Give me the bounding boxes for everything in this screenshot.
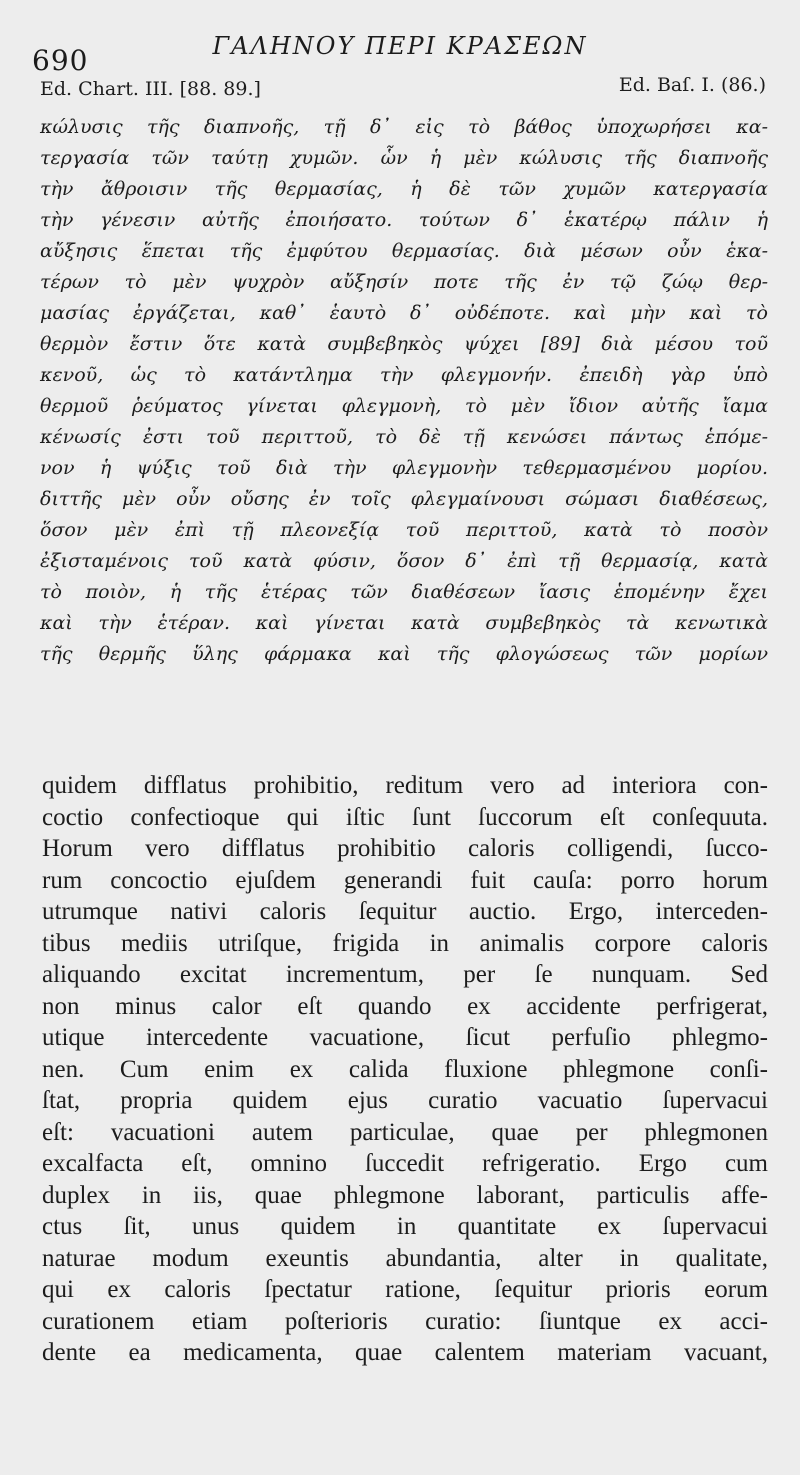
greek-text-line: νον ἡ ψύξις τοῦ διὰ τὴν φλεγμονὴν τεθερμασμένου μορίου. bbox=[40, 457, 768, 479]
latin-text-line: eſt: vacuationi autem particulae, quae per phlegmonen bbox=[42, 1118, 768, 1146]
greek-text-line: τέρων τὸ μὲν ψυχρὸν αὔξησίν ποτε τῆς ἐν τῷ ζώῳ θερ- bbox=[40, 271, 768, 293]
latin-text-line: excalfacta eſt, omnino ſuccedit refrigeratio. Ergo cum bbox=[42, 1150, 768, 1177]
edition-reference-left: Ed. Chart. III. [88. 89.] bbox=[40, 78, 261, 100]
latin-text-line: ctus ſit, unus quidem in quantitate ex ſupervacui bbox=[42, 1213, 768, 1240]
greek-text-line: αὔξησις ἕπεται τῆς ἐμφύτου θερμασίας. διὰ μέσων οὖν ἑκα- bbox=[40, 240, 768, 262]
greek-text-line: θερμὸν ἔστιν ὅτε κατὰ συμβεβηκὸς ψύχει [89] διὰ μέσου τοῦ bbox=[40, 333, 768, 355]
latin-text-line: duplex in iis, quae phlegmone laborant, particulis affe- bbox=[42, 1181, 768, 1209]
latin-text-line: aliquando excitat incrementum, per ſe nunquam. Sed bbox=[42, 961, 768, 988]
greek-text-line: τὸ ποιὸν, ἡ τῆς ἑτέρας τῶν διαθέσεων ἴασις ἑπομένην ἔχει bbox=[40, 581, 768, 603]
latin-text-line: qui ex caloris ſpectatur ratione, ſequitur prioris eorum bbox=[42, 1276, 768, 1303]
running-title: ΓΑΛΗΝΟΥ ΠΕΡΙ ΚΡΑΣΕΩΝ bbox=[212, 32, 588, 60]
latin-text-block bbox=[42, 770, 768, 1369]
latin-text-line: quidem difflatus prohibitio, reditum vero ad interiora con- bbox=[42, 772, 768, 799]
page-number: 690 bbox=[32, 44, 89, 77]
edition-reference-right: Ed. Baſ. I. (86.) bbox=[618, 74, 766, 96]
latin-text-line: coctio confectioque qui iſtic ſunt ſuccorum eſt conſequuta. bbox=[42, 803, 768, 831]
latin-text-line: Horum vero difflatus prohibitio caloris colligendi, ſucco- bbox=[42, 835, 768, 862]
greek-text-block bbox=[40, 112, 768, 670]
latin-text-line: nen. Cum enim ex calida fluxione phlegmone conſi- bbox=[42, 1055, 768, 1083]
latin-text-line: naturae modum exeuntis abundantia, alter in qualitate, bbox=[42, 1244, 768, 1272]
latin-text-line: dente ea medicamenta, quae calentem materiam vacuant, bbox=[42, 1339, 768, 1366]
latin-text-line: non minus calor eſt quando ex accidente perfrigerat, bbox=[42, 992, 768, 1020]
latin-text-line: utrumque nativi caloris ſequitur auctio. Ergo, interceden- bbox=[42, 898, 768, 925]
latin-text-line: curationem etiam poſterioris curatio: ſiuntque ex acci- bbox=[42, 1307, 768, 1335]
greek-text-line: θερμοῦ ῥεύματος γίνεται φλεγμονὴ, τὸ μὲν ἴδιον αὐτῆς ἴαμα bbox=[40, 395, 768, 417]
greek-text-line: τὴν ἄθροισιν τῆς θερμασίας, ἡ δὲ τῶν χυμῶν κατεργασία bbox=[40, 178, 768, 200]
greek-text-line: ὅσον μὲν ἐπὶ τῇ πλεονεξίᾳ τοῦ περιττοῦ, κατὰ τὸ ποσὸν bbox=[40, 519, 768, 541]
greek-text-line: διττῆς μὲν οὖν οὔσης ἐν τοῖς φλεγμαίνουσι σώμασι διαθέσεως, bbox=[40, 488, 768, 510]
latin-text-line: tibus mediis utriſque, frigida in animalis corpore caloris bbox=[42, 929, 768, 957]
latin-text-line: utique intercedente vacuatione, ſicut perfuſio phlegmo- bbox=[42, 1024, 768, 1051]
greek-text-line: τῆς θερμῆς ὕλης φάρμακα καὶ τῆς φλογώσεως τῶν μορίων bbox=[40, 643, 768, 665]
greek-text-line: κώλυσις τῆς διαπνοῆς, τῇ δ᾽ εἰς τὸ βάθος ὑποχωρήσει κα- bbox=[40, 116, 768, 138]
latin-text-line: ſtat, propria quidem ejus curatio vacuatio ſupervacui bbox=[42, 1087, 768, 1114]
greek-text-line: καὶ τὴν ἑτέραν. καὶ γίνεται κατὰ συμβεβηκὸς τὰ κενωτικὰ bbox=[40, 612, 768, 634]
greek-text-line: ἐξισταμένοις τοῦ κατὰ φύσιν, ὅσον δ᾽ ἐπὶ τῇ θερμασίᾳ, κατὰ bbox=[40, 550, 768, 572]
greek-text-line: μασίας ἐργάζεται, καθ᾽ ἑαυτὸ δ᾽ οὐδέποτε. καὶ μὴν καὶ τὸ bbox=[40, 302, 768, 324]
greek-text-line: κένωσίς ἐστι τοῦ περιττοῦ, τὸ δὲ τῇ κενώσει πάντως ἑπόμε- bbox=[40, 426, 768, 448]
greek-text-line: κενοῦ, ὡς τὸ κατάντλημα τὴν φλεγμονήν. ἐπειδὴ γὰρ ὑπὸ bbox=[40, 364, 768, 386]
latin-text-line: rum concoctio ejuſdem generandi fuit cauſa: porro horum bbox=[42, 866, 768, 894]
greek-text-line: τεργασία τῶν ταύτῃ χυμῶν. ὧν ἡ μὲν κώλυσις τῆς διαπνοῆς bbox=[40, 147, 768, 169]
greek-text-line: τὴν γένεσιν αὐτῆς ἐποιήσατο. τούτων δ᾽ ἑκατέρῳ πάλιν ἡ bbox=[40, 209, 768, 231]
